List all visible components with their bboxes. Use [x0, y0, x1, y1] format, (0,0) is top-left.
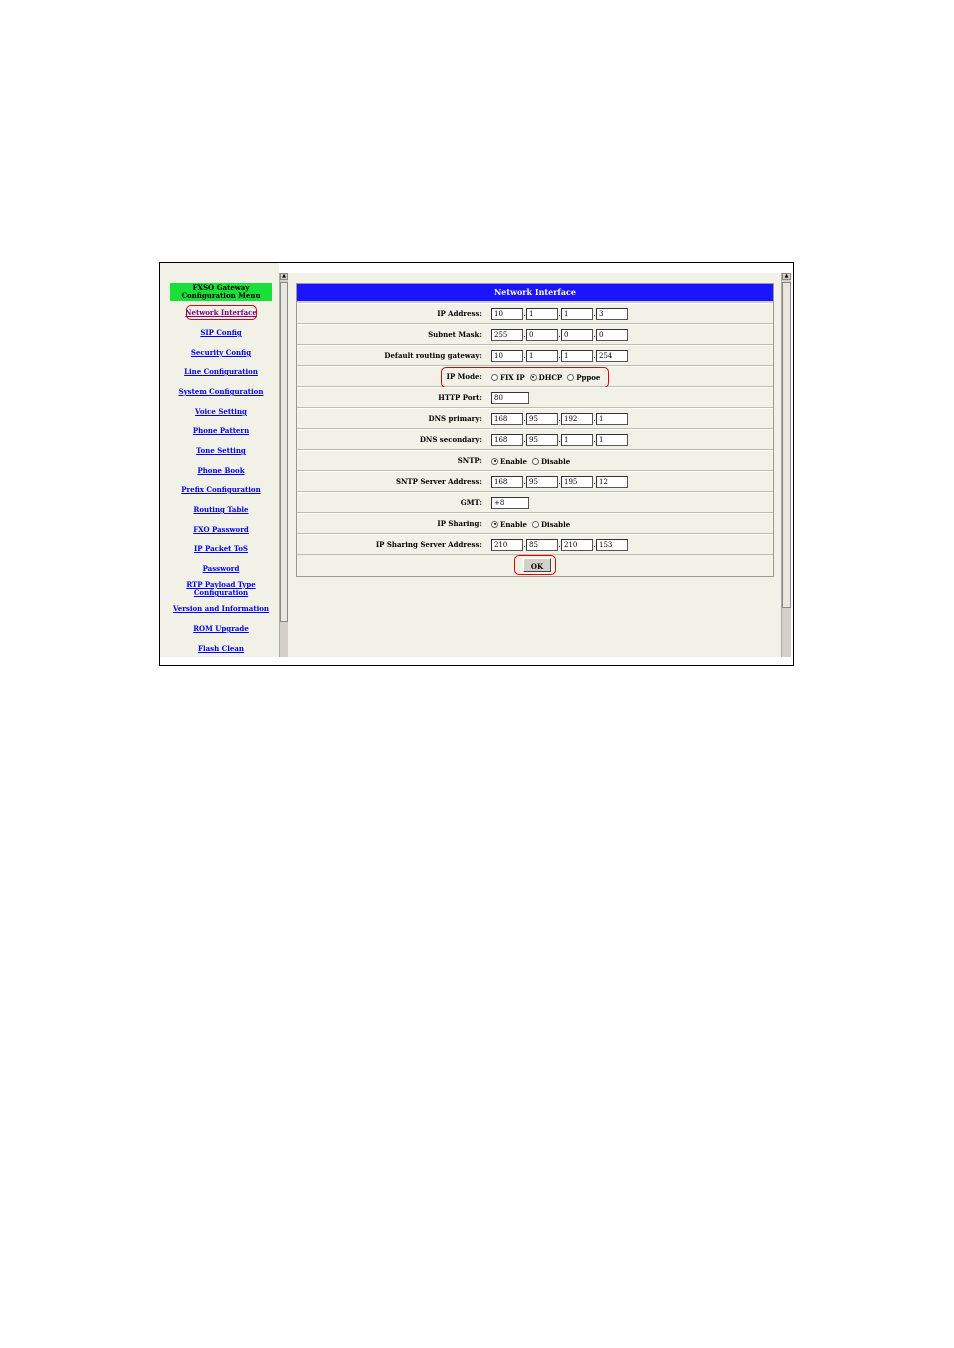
label-subnet-mask: Subnet Mask:	[428, 330, 482, 339]
gmt-input[interactable]	[491, 497, 529, 509]
dns-primary-octet-1[interactable]	[491, 413, 523, 425]
dns-primary-octet-3[interactable]	[561, 413, 593, 425]
dns-secondary-octet-4[interactable]	[596, 434, 628, 446]
menu-item-phone-book[interactable]: Phone Book	[197, 466, 245, 475]
radio-ip-sharing-enable[interactable]: Enable	[491, 520, 527, 529]
menu-item-routing-table[interactable]: Routing Table	[193, 505, 249, 514]
row-ip-sharing-server: IP Sharing Server Address: 210 . 85 . 210 . 153	[297, 534, 773, 555]
browser-frame	[159, 262, 794, 666]
dns-secondary-octet-2[interactable]	[526, 434, 558, 446]
menu-item-password[interactable]: Password	[202, 564, 240, 573]
ip-address-octet-4[interactable]	[596, 308, 628, 320]
row-ip-sharing	[297, 513, 773, 534]
radio-circle-icon	[532, 521, 539, 528]
label-http-port: HTTP Port:	[438, 393, 482, 402]
ip-address-octet-2[interactable]	[526, 308, 558, 320]
row-ip-mode	[297, 366, 773, 387]
radio-circle-icon	[532, 458, 539, 465]
menu-item-ip-packet-tos[interactable]: IP Packet ToS	[194, 544, 248, 553]
menu-scrollbar[interactable]	[279, 273, 288, 657]
row-dns-secondary: DNS secondary: 168 . 95 . 1 . 1	[297, 429, 773, 450]
menu-item-phone-pattern[interactable]: Phone Pattern	[192, 426, 250, 435]
subnet-mask-octet-1[interactable]	[491, 329, 523, 341]
label-dns-primary: DNS primary:	[428, 414, 482, 423]
menu-title: FXSO Gateway Configuration Menu	[170, 283, 272, 301]
radio-pppoe[interactable]: Pppoe	[567, 373, 600, 382]
menu-item-fxo-password[interactable]: FXO Password	[193, 525, 249, 534]
label-sntp: SNTP:	[457, 456, 482, 465]
main-content	[288, 273, 782, 657]
radio-ip-sharing-disable[interactable]: Disable	[532, 520, 570, 529]
radio-dhcp[interactable]: DHCP	[530, 373, 563, 382]
ip-sharing-server-octet-4[interactable]	[596, 539, 628, 551]
subnet-mask-octet-4[interactable]	[596, 329, 628, 341]
row-sntp	[297, 450, 773, 471]
radio-circle-icon	[567, 374, 574, 381]
sntp-server-octet-3[interactable]	[561, 476, 593, 488]
dns-secondary-octet-3[interactable]	[561, 434, 593, 446]
scroll-up-arrow-icon[interactable]: ▲	[782, 273, 791, 280]
radio-circle-icon	[491, 374, 498, 381]
menu-item-prefix-configuration[interactable]: Prefix Configuration	[181, 485, 261, 494]
gateway-octet-1[interactable]	[491, 350, 523, 362]
form-header: Network Interface	[297, 284, 773, 303]
radio-fix-ip[interactable]: FIX IP	[491, 373, 525, 382]
menu-item-rtp-payload-type[interactable]: RTP Payload Type Configuration	[186, 580, 256, 597]
row-http-port	[297, 387, 773, 408]
gateway-octet-2[interactable]	[526, 350, 558, 362]
menu-item-network-interface[interactable]: Network Interface	[185, 308, 257, 317]
ip-sharing-server-octet-2[interactable]	[526, 539, 558, 551]
network-interface-form	[296, 283, 774, 577]
label-default-gateway: Default routing gateway:	[384, 351, 482, 360]
ok-button[interactable]: OK	[523, 558, 551, 572]
gateway-octet-4[interactable]	[596, 350, 628, 362]
config-menu	[160, 263, 279, 657]
ip-sharing-server-octet-1[interactable]	[491, 539, 523, 551]
menu-item-tone-setting[interactable]: Tone Setting	[196, 446, 246, 455]
sntp-server-octet-1[interactable]	[491, 476, 523, 488]
menu-scroll-thumb[interactable]	[280, 282, 288, 622]
gateway-octet-3[interactable]	[561, 350, 593, 362]
label-ip-sharing: IP Sharing:	[437, 519, 482, 528]
ip-address-octet-1[interactable]	[491, 308, 523, 320]
menu-item-system-configuration[interactable]: System Configuration	[178, 387, 264, 396]
row-ip-address: IP Address: 10 . 1 . 1 . 3	[297, 303, 773, 324]
menu-item-line-configuration[interactable]: Line Configuration	[184, 367, 258, 376]
sntp-server-octet-2[interactable]	[526, 476, 558, 488]
label-gmt: GMT:	[460, 498, 482, 507]
menu-item-flash-clean[interactable]: Flash Clean	[198, 644, 244, 653]
row-default-gateway: Default routing gateway: 10 . 1 . 1 . 254	[297, 345, 773, 366]
ip-address-octet-3[interactable]	[561, 308, 593, 320]
http-port-input[interactable]	[491, 392, 529, 404]
dns-secondary-octet-1[interactable]	[491, 434, 523, 446]
row-gmt	[297, 492, 773, 513]
row-ok	[297, 555, 773, 576]
menu-item-rom-upgrade[interactable]: ROM Upgrade	[193, 624, 249, 633]
scroll-up-arrow-icon[interactable]: ▲	[280, 273, 288, 280]
label-ip-mode: IP Mode:	[446, 372, 482, 381]
sntp-server-octet-4[interactable]	[596, 476, 628, 488]
radio-selected-icon	[491, 521, 498, 528]
row-subnet-mask: Subnet Mask: 255 . 0 . 0 . 0	[297, 324, 773, 345]
radio-sntp-disable[interactable]: Disable	[532, 457, 570, 466]
menu-item-security-config[interactable]: Security Config	[190, 348, 252, 357]
subnet-mask-octet-3[interactable]	[561, 329, 593, 341]
label-ip-address: IP Address:	[437, 309, 482, 318]
main-scroll-thumb[interactable]	[782, 282, 791, 608]
radio-sntp-enable[interactable]: Enable	[491, 457, 527, 466]
dns-primary-octet-4[interactable]	[596, 413, 628, 425]
dns-primary-octet-2[interactable]	[526, 413, 558, 425]
label-sntp-server: SNTP Server Address:	[395, 477, 482, 486]
radio-selected-icon	[530, 374, 537, 381]
row-sntp-server: SNTP Server Address: 168 . 95 . 195 . 12	[297, 471, 773, 492]
main-scrollbar[interactable]	[781, 273, 791, 657]
menu-item-version-information[interactable]: Version and Information	[172, 604, 269, 613]
subnet-mask-octet-2[interactable]	[526, 329, 558, 341]
menu-item-voice-setting[interactable]: Voice Setting	[195, 407, 247, 416]
menu-item-sip-config[interactable]: SIP Config	[200, 328, 242, 337]
ip-sharing-server-octet-3[interactable]	[561, 539, 593, 551]
label-ip-sharing-server: IP Sharing Server Address:	[375, 540, 482, 549]
row-dns-primary: DNS primary: 168 . 95 . 192 . 1	[297, 408, 773, 429]
radio-selected-icon	[491, 458, 498, 465]
label-dns-secondary: DNS secondary:	[419, 435, 482, 444]
